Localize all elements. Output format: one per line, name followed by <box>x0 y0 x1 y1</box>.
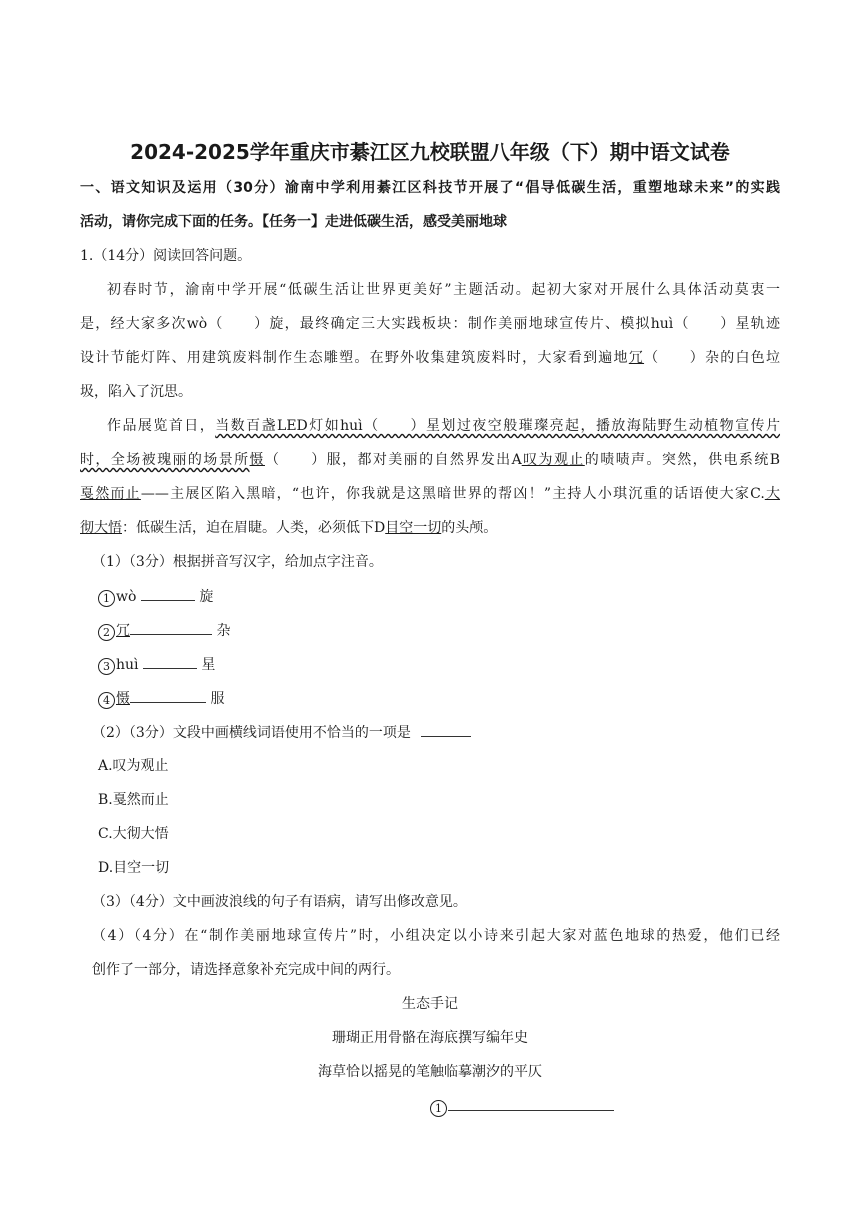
answer-blank[interactable] <box>141 586 195 601</box>
circled-number: 1 <box>98 590 115 607</box>
circled-number: 3 <box>98 658 115 675</box>
question-1-header: 1.（14分）阅读回答问题。 <box>80 248 252 264</box>
word-option-d: 目空一切 <box>385 520 442 536</box>
poem-line-2: 海草恰以摇晃的笔触临摹潮汐的平仄 <box>318 1064 542 1080</box>
section-heading-line2: 活动，请你完成下面的任务。【任务一】走进低碳生活，感受美丽地球 <box>80 214 507 230</box>
passage-p1-line4: 圾，陷入了沉思。 <box>80 384 192 400</box>
answer-blank[interactable] <box>448 1096 614 1111</box>
answer-blank[interactable] <box>130 688 206 703</box>
circled-number: 2 <box>98 624 115 641</box>
wavy-sentence-part2: 时，全场被瑰丽的场景所 <box>80 452 250 468</box>
answer-item-4: 4 慑 服 <box>98 688 798 709</box>
passage-p2-line4: 彻大悟：低碳生活，迫在眉睫。人类，必须低下D目空一切的头颅。 <box>80 520 498 536</box>
passage-p2-line3: 戛然而止——主展区陷入黑暗，“也许，你我就是这黑暗世界的帮凶！”主持人小琪沉重的话语使大家C.大 <box>80 486 781 502</box>
word-option-c-part2: 彻大悟 <box>80 520 122 536</box>
answer-blank[interactable] <box>421 722 471 737</box>
passage-p1-line3: 设计节能灯阵、用建筑废料制作生态雕塑。在野外收集建筑废料时，大家看到遍地冗（ ）杂的白色垃 <box>80 350 781 366</box>
word-option-a: 叹为观止 <box>521 452 585 468</box>
answer-blank[interactable] <box>130 620 212 635</box>
word-option-b: 戛然而止 <box>80 486 141 502</box>
subquestion-1-header: （1）（3分）根据拼音写汉字，给加点字注音。 <box>92 554 383 570</box>
passage-p2-line1: 作品展览首日，当数百盏LED灯如huì（ ）星划过夜空般璀璨亮起，播放海陆野生动植物宣传片 <box>107 418 781 434</box>
word-option-c-part1: 大 <box>764 486 781 502</box>
option-d: D.目空一切 <box>98 860 170 876</box>
word-she: 慑 <box>249 452 265 468</box>
passage-p2-line2: 时，全场被瑰丽的场景所慑（ ）服，都对美丽的自然界发出A叹为观止的啧啧声。突然，供电系统B <box>80 452 781 468</box>
answer-item-2: 2 冗 杂 <box>98 620 798 641</box>
word-rong: 冗 <box>628 350 645 366</box>
subquestion-4-line1: （4）（4分）在“制作美丽地球宣传片”时，小组决定以小诗来引起大家对蓝色地球的热爱，他们已经 <box>92 928 780 944</box>
exam-title: 2024-2025学年重庆市綦江区九校联盟八年级（下）期中语文试卷 <box>130 140 730 164</box>
option-a: A.叹为观止 <box>98 758 169 774</box>
answer-item-1: 1 wò 旋 <box>98 586 798 607</box>
poem-title: 生态手记 <box>402 996 458 1012</box>
section-heading-line1: 一、语文知识及运用（30分）渝南中学利用綦江区科技节开展了“倡导低碳生活，重塑地球未来”的实践 <box>80 180 780 196</box>
poem-answer-line <box>430 1096 630 1117</box>
option-b: B.戛然而止 <box>98 792 169 808</box>
subquestion-3-header: （3）（4分）文中画波浪线的句子有语病，请写出修改意见。 <box>92 894 467 910</box>
subquestion-2-header: （2）（3分）文段中画横线词语使用不恰当的一项是 <box>92 722 792 743</box>
answer-item-3: 3 huì 星 <box>98 654 798 675</box>
circled-number: 4 <box>98 692 115 709</box>
answer-blank[interactable] <box>143 654 197 669</box>
circled-number: 1 <box>430 1100 447 1117</box>
option-c: C.大彻大悟 <box>98 826 169 842</box>
passage-p1-line1: 初春时节，渝南中学开展“低碳生活让世界更美好”主题活动。起初大家对开展什么具体活动莫衷一 <box>107 282 780 298</box>
poem-line-1: 珊瑚正用骨骼在海底撰写编年史 <box>332 1030 528 1046</box>
wavy-sentence-part1: 当数百盏LED灯如huì（ ）星划过夜空般璀璨亮起，播放海陆野生动植物宣传片 <box>215 418 781 434</box>
subquestion-4-line2: 创作了一部分，请选择意象补充完成中间的两行。 <box>92 962 400 978</box>
passage-p1-line2: 是，经大家多次wò（ ）旋，最终确定三大实践板块：制作美丽地球宣传片、模拟huì（ ）星轨迹 <box>80 316 780 332</box>
